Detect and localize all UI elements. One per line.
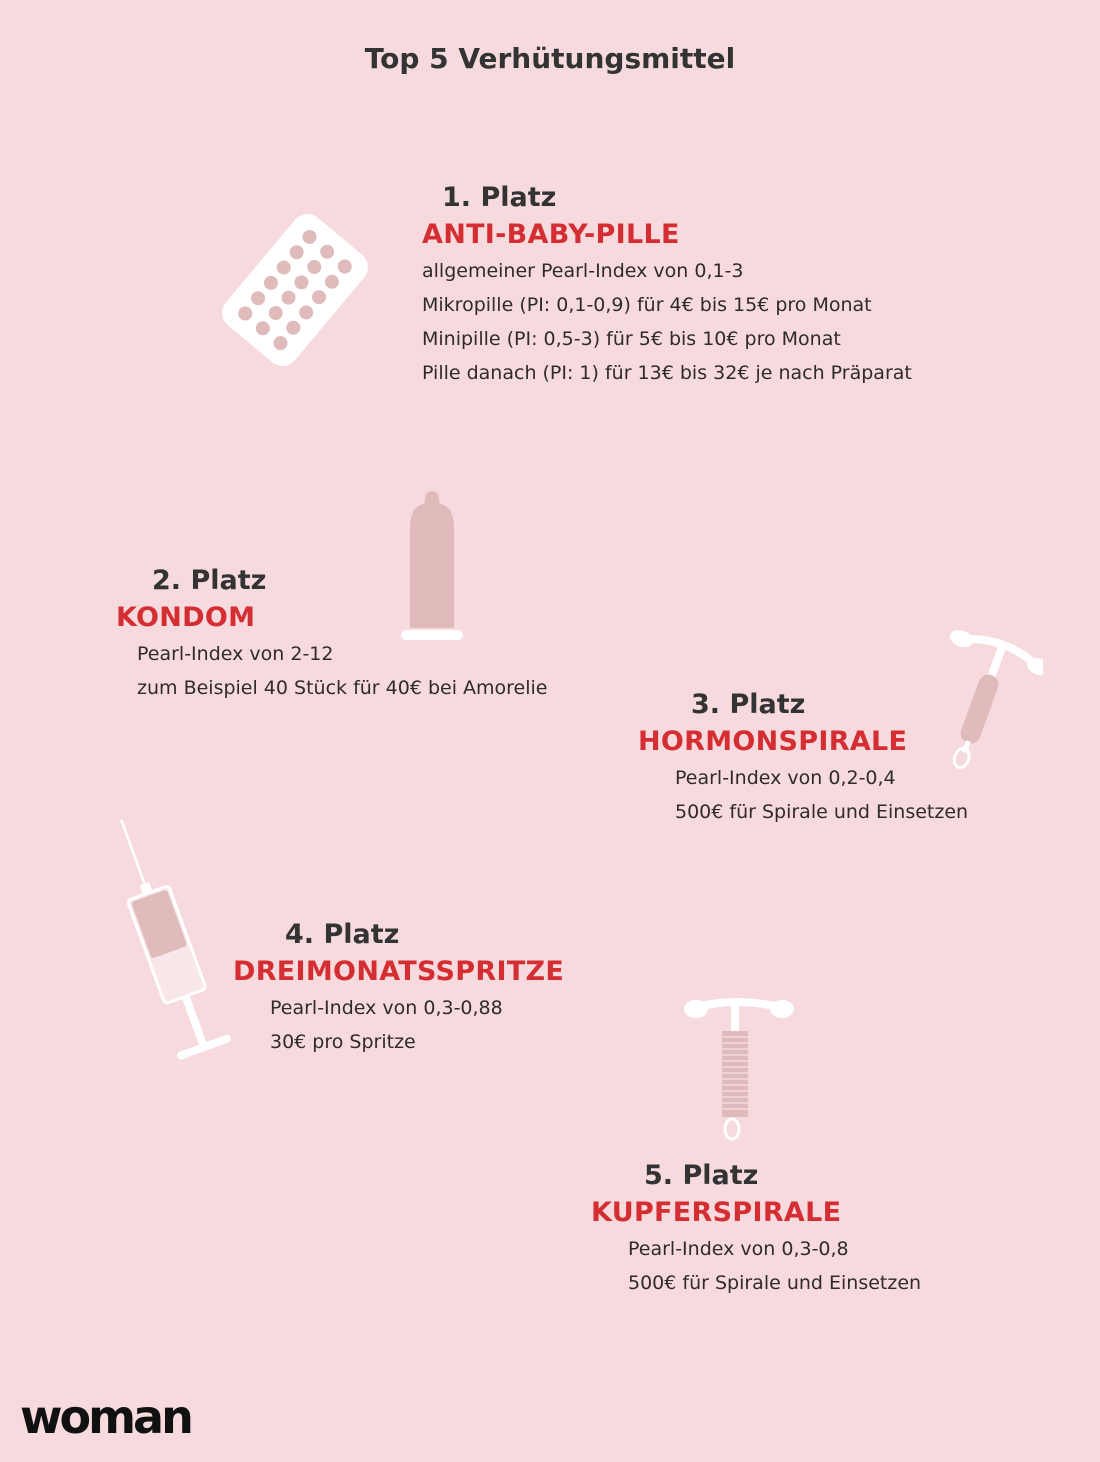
- woman-logo: woman: [20, 1390, 191, 1444]
- item-place: 4. Platz: [285, 919, 400, 950]
- item-line: 30€ pro Spritze: [270, 1031, 416, 1053]
- item-name: ANTI-BABY-PILLE: [422, 219, 680, 250]
- pill-blister-icon: [200, 185, 390, 395]
- item-4: [233, 917, 564, 1059]
- item-line: Pearl-Index von 0,2-0,4: [675, 767, 896, 789]
- item-place: 1. Platz: [442, 182, 557, 213]
- item-line: Pearl-Index von 2-12: [137, 643, 334, 665]
- item-3: [638, 687, 968, 829]
- item-5: [591, 1158, 921, 1300]
- item-place: 3. Platz: [691, 689, 806, 720]
- item-1: [422, 180, 912, 390]
- item-place: 5. Platz: [644, 1160, 759, 1191]
- item-line: Pearl-Index von 0,3-0,8: [628, 1238, 849, 1260]
- item-line: 500€ für Spirale und Einsetzen: [628, 1272, 922, 1294]
- item-line: Mikropille (PI: 0,1-0,9) für 4€ bis 15€ pro Monat: [422, 294, 872, 316]
- item-name: DREIMONATSSPRITZE: [233, 956, 565, 987]
- item-line: Pearl-Index von 0,3-0,88: [270, 997, 503, 1019]
- page-title: Top 5 Verhütungsmittel: [364, 42, 736, 75]
- item-line: Pille danach (PI: 1) für 13€ bis 32€ je nach Präparat: [422, 362, 912, 384]
- syringe-icon: [95, 810, 235, 1075]
- item-line: Minipille (PI: 0,5-3) für 5€ bis 10€ pro Monat: [422, 328, 841, 350]
- item-place: 2. Platz: [152, 565, 267, 596]
- item-line: allgemeiner Pearl-Index von 0,1-3: [422, 260, 744, 282]
- item-line: 500€ für Spirale und Einsetzen: [675, 801, 969, 823]
- copper-iud-icon: [682, 993, 797, 1143]
- item-name: HORMONSPIRALE: [638, 726, 908, 757]
- item-line: zum Beispiel 40 Stück für 40€ bei Amorelie: [137, 677, 548, 699]
- item-name: KUPFERSPIRALE: [591, 1197, 842, 1228]
- item-2: [116, 563, 548, 705]
- item-name: KONDOM: [116, 602, 256, 633]
